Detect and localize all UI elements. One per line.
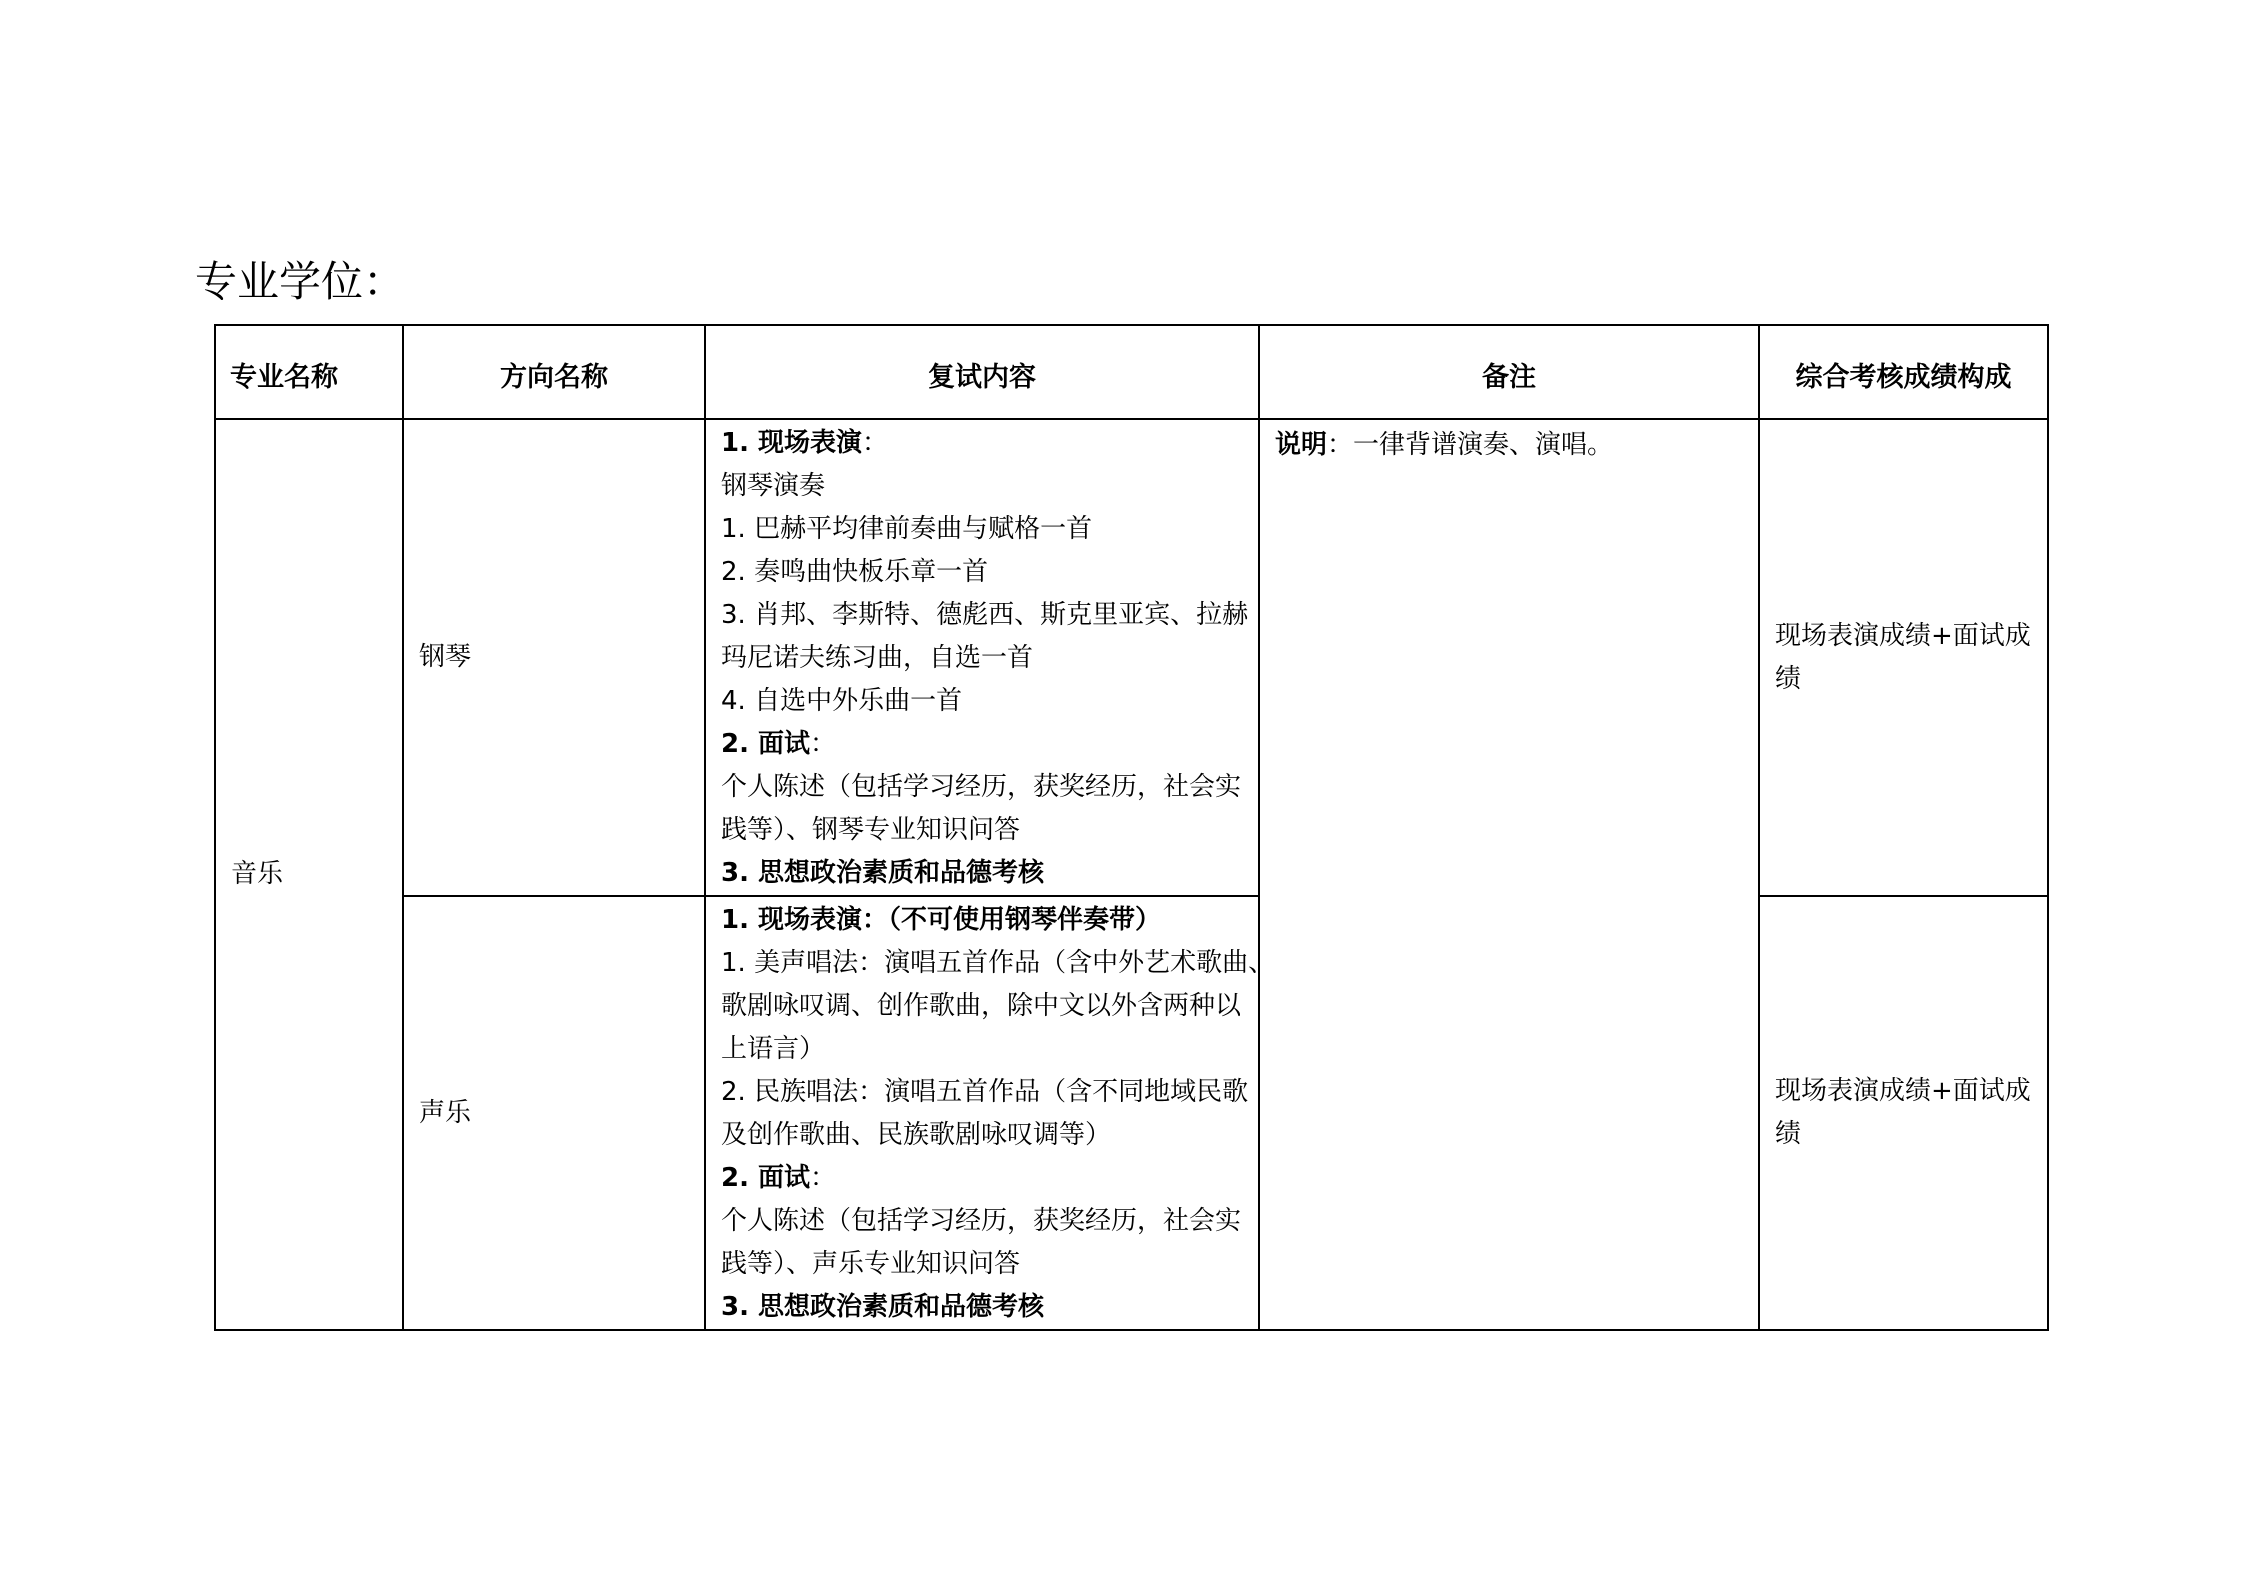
content-line-text: 3. 肖邦、李斯特、德彪西、斯克里亚宾、拉赫	[721, 600, 1249, 630]
remark-label: 说明	[1275, 430, 1328, 460]
content-line	[721, 508, 1248, 551]
content-line-tail: ：	[862, 428, 889, 458]
content-line	[721, 1157, 1248, 1200]
content-line	[721, 852, 1248, 895]
content-line	[721, 1028, 1248, 1071]
content-line-text: 歌剧咏叹调、创作歌曲，除中文以外含两种以	[721, 991, 1242, 1021]
direction-cell-piano: 钢琴	[403, 419, 705, 896]
header-score: 综合考核成绩构成	[1759, 325, 2048, 419]
content-line	[721, 723, 1248, 766]
score-cell-piano: 现场表演成绩+面试成绩	[1759, 419, 2048, 896]
content-line	[721, 680, 1248, 723]
content-cell-piano	[705, 419, 1259, 896]
content-line-text: 4. 自选中外乐曲一首	[721, 686, 963, 716]
header-remark: 备注	[1259, 325, 1759, 419]
header-direction: 方向名称	[403, 325, 705, 419]
score-cell-vocal: 现场表演成绩+面试成绩	[1759, 896, 2048, 1330]
content-line-text: 玛尼诺夫练习曲，自选一首	[721, 643, 1034, 673]
content-line-text: 1. 现场表演	[721, 428, 863, 458]
direction-cell-vocal: 声乐	[403, 896, 705, 1330]
content-line	[721, 551, 1248, 594]
header-content: 复试内容	[705, 325, 1259, 419]
content-line	[721, 766, 1248, 809]
remark-cell	[1259, 419, 1759, 1330]
retest-table	[214, 324, 2049, 1331]
content-line-text: 2. 民族唱法：演唱五首作品（含不同地域民歌	[721, 1077, 1249, 1107]
content-line	[721, 1243, 1248, 1286]
content-line	[721, 985, 1248, 1028]
content-line-text: 1. 美声唱法：演唱五首作品（含中外艺术歌曲、	[721, 948, 1275, 978]
content-line-text: 践等）、声乐专业知识问答	[721, 1249, 1021, 1279]
content-line-text: 3. 思想政治素质和品德考核	[721, 1292, 1045, 1322]
content-line-text: 2. 奏鸣曲快板乐章一首	[721, 557, 989, 587]
content-line-text: 上语言）	[721, 1034, 826, 1064]
content-line	[721, 1071, 1248, 1114]
content-line-text: 1. 巴赫平均律前奏曲与赋格一首	[721, 514, 1093, 544]
remark-text: ：一律背谱演奏、演唱。	[1327, 430, 1614, 460]
content-line-text: 2. 面试	[721, 1163, 811, 1193]
content-line	[721, 942, 1275, 985]
content-line	[721, 1114, 1248, 1157]
table-row-vocal	[215, 896, 2048, 1330]
page-title: 专业学位：	[195, 257, 406, 306]
content-line-text: 3. 思想政治素质和品德考核	[721, 858, 1045, 888]
content-line-text: 个人陈述（包括学习经历，获奖经历，社会实	[721, 1206, 1242, 1236]
content-line	[721, 1200, 1248, 1243]
table-header-row	[215, 325, 2048, 419]
content-line-text: 钢琴演奏	[721, 471, 826, 501]
content-line-text: 践等）、钢琴专业知识问答	[721, 815, 1021, 845]
content-line-tail: ：	[810, 1163, 837, 1193]
content-line-tail: ：	[810, 729, 837, 759]
content-line-text: 1. 现场表演：（不可使用钢琴伴奏带）	[721, 905, 1162, 935]
content-line	[721, 809, 1248, 852]
content-line-text: 2. 面试	[721, 729, 811, 759]
content-cell-vocal	[705, 896, 1275, 1330]
content-line-text: 个人陈述（包括学习经历，获奖经历，社会实	[721, 772, 1242, 802]
content-line	[721, 899, 1248, 942]
content-line	[721, 422, 1248, 465]
table-row-piano	[215, 419, 2048, 896]
content-line	[721, 465, 1248, 508]
content-line	[721, 1286, 1248, 1329]
header-major: 专业名称	[215, 325, 403, 419]
content-line-text: 及创作歌曲、民族歌剧咏叹调等）	[721, 1120, 1112, 1150]
content-line	[721, 594, 1248, 637]
content-line	[721, 637, 1248, 680]
major-cell: 音乐	[215, 419, 403, 1330]
